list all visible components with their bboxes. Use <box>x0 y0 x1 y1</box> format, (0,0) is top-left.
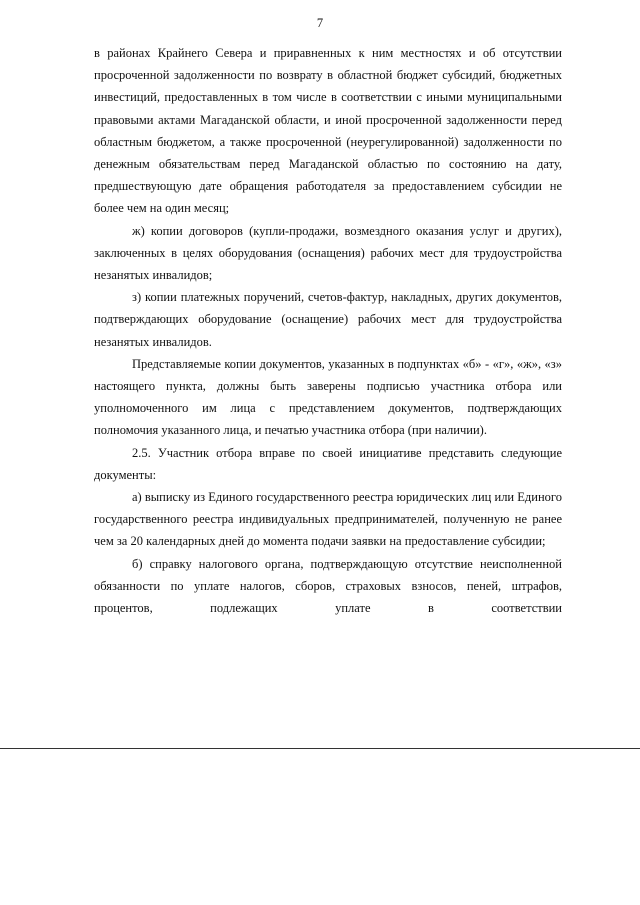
page-number: 7 <box>316 16 324 30</box>
paragraph-continuation: в районах Крайнего Севера и приравненных к ним местностях и об отсутствии просроченной задолженности по возврату в областной бюджет субсидий, бюджетных инвестиций, предоставленных в том числе в соответствии с иными муниципальными правовыми актами Магаданской области, и иной просроченной задолженности перед областным бюджетом, а также просроченной (неурегулированной) задолженности по денежным обязательствам перед Магаданской областью по состоянию на дату, предшествующую дате обращения работодателя за предоставлением субсидии не более чем на один месяц; <box>94 46 562 216</box>
paragraph-item-a: а) выписку из Единого государственного реестра юридических лиц или Единого государственного реестра индивидуальных предпринимателей, полученную не ранее чем за 20 календарных дней до момента подачи заявки на предоставление субсидии; <box>94 490 562 549</box>
paragraph-2-5: 2.5. Участник отбора вправе по своей инициативе представить следующие документы: <box>94 445 562 482</box>
paragraph-certification: Представляемые копии документов, указанных в подпунктах «б» - «г», «ж», «з» настоящего пункта, должны быть заверены подписью участника отбора или уполномоченного им лица с представлением документов, подтверждающих полномочия указанного лица, и печатью участника отбора (при наличии). <box>94 356 562 438</box>
paragraph-item-z: з) копии платежных поручений, счетов-фактур, накладных, других документов, подтверждающих оборудование (оснащение) рабочих мест для трудоустройства незанятых инвалидов. <box>94 290 562 349</box>
document-body <box>94 42 562 619</box>
page-bottom-rule <box>0 748 640 749</box>
paragraph-item-b: б) справку налогового органа, подтверждающую отсутствие неисполненной обязанности по уплате налогов, сборов, страховых взносов, пеней, штрафов, процентов, подлежащих уплате в соответствии <box>94 556 562 616</box>
paragraph-item-zh: ж) копии договоров (купли-продажи, возмездного оказания услуг и других), заключенных в целях оборудования (оснащения) рабочих мест для трудоустройства незанятых инвалидов; <box>94 223 562 283</box>
